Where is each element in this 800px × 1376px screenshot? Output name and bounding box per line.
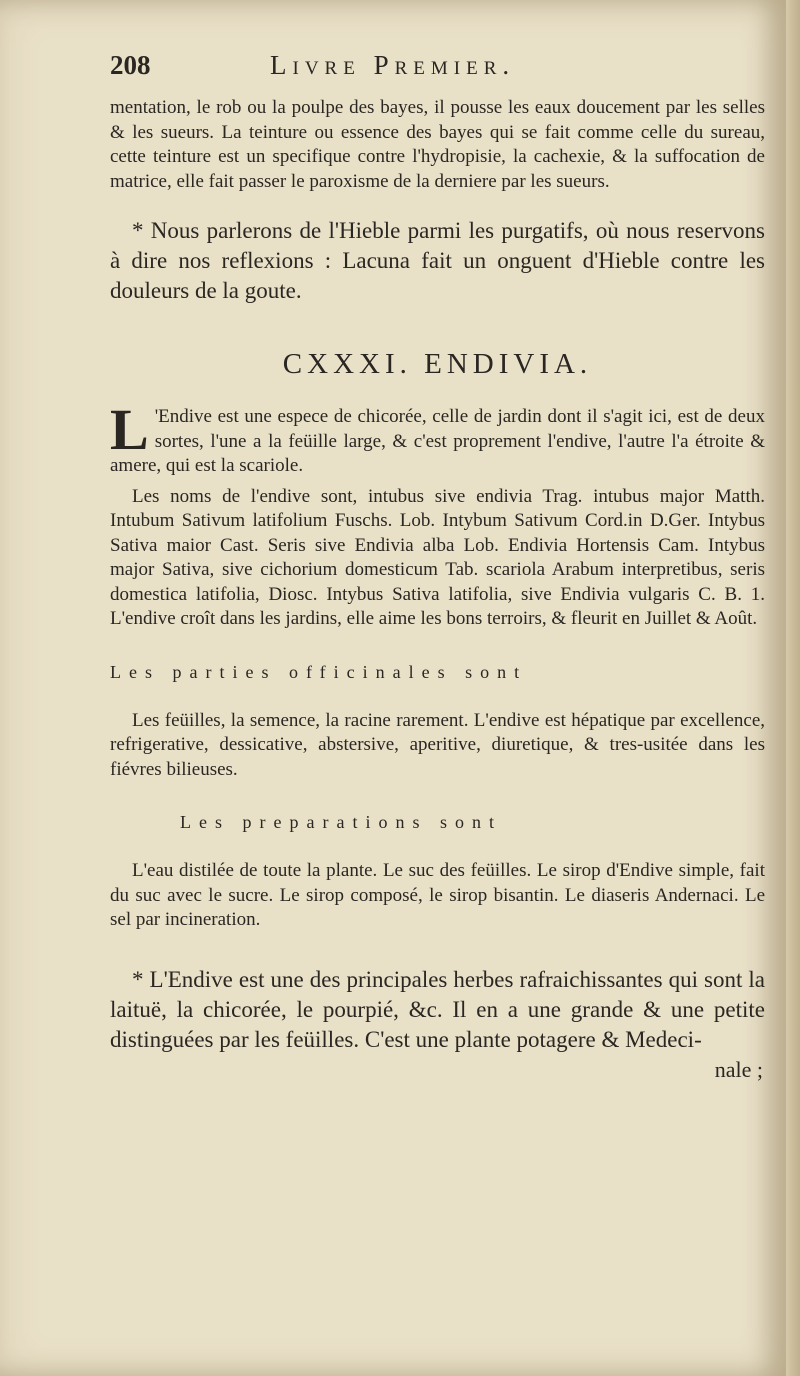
- drop-cap: L: [110, 397, 149, 462]
- paragraph-names: Les noms de l'endive sont, intubus sive endivia Trag. intubus major Matth. Intubum Sativum latifolium Fuschs. Lob. Intybum Sativum Cord.in D.Ger. Intybus Sativa maior Cast. Seris sive Endivia alba Lob. Endivia Hortensis Cam. Intybus major Sativa, sive cichorium domesticum Tab. scariola Arabum interpretibus, seris domestica latifolia, Diosc. Intybus Sativa latifolia, sive Endivia vulgaris C. B. 1. L'endive croît dans les jardins, elle aime les bons terroirs, & fleurit en Juillet & Août.: [110, 485, 765, 629]
- paragraph-endive-note: * L'Endive est une des principales herbes rafraichissantes qui sont la laituë, la chicorée, le pourpié, &c. Il en a une grande & une petite distinguées par les feüilles. C'est une plante potagere & Medeci-: [110, 966, 765, 1052]
- page-gutter: [786, 0, 800, 1376]
- paragraph-endive-text: 'Endive est une espece de chicorée, celle de jardin dont il s'agit ici, est de deux sortes, l'une a la feüille large, & c'est proprement l'endive, l'autre l'a étroite & amere, qui est la scariole.: [110, 406, 765, 476]
- paragraph-rob: mentation, le rob ou la poulpe des bayes, il pousse les eaux doucement par les selles & les sueurs. La teinture ou essence des bayes qui se fait comme celle du sureau, cette teinture est un specifique contre l'hydropisie, la cachexie, & la suffocation de matrice, elle fait passer le paroxisme de la derniere par les sueurs.: [110, 97, 765, 192]
- page-number: 208: [110, 50, 151, 80]
- paragraph-endive-intro: [110, 397, 765, 479]
- section-preparations: Les preparations sont: [180, 812, 502, 832]
- section-parties-officinales: Les parties officinales sont: [110, 661, 528, 682]
- paragraph-preparations: L'eau distilée de toute la plante. Le suc des feüilles. Le sirop d'Endive simple, fait du suc avec le sucre. Le sirop composé, le sirop bisantin. Le diaseris Andernaci. Le sel par incineration.: [110, 860, 765, 930]
- paragraph-parties: Les feüilles, la semence, la racine rarement. L'endive est hépatique par excellence, refrigerative, dessicative, abstersive, aperitive, diuretique, & tres-usitée dans les fiévres bilieuses.: [110, 709, 765, 780]
- page-content: [110, 50, 765, 1083]
- chapter-heading: CXXXI. ENDIVIA.: [282, 348, 593, 380]
- paragraph-hieble-note: * Nous parlerons de l'Hieble parmi les purgatifs, où nous reservons à dire nos reflexions : Lacuna fait un onguent d'Hieble contre les douleurs de la goute.: [110, 218, 765, 303]
- running-head: [110, 50, 765, 96]
- catchword: nale ;: [714, 1056, 763, 1082]
- running-title: Livre Premier.: [270, 50, 516, 80]
